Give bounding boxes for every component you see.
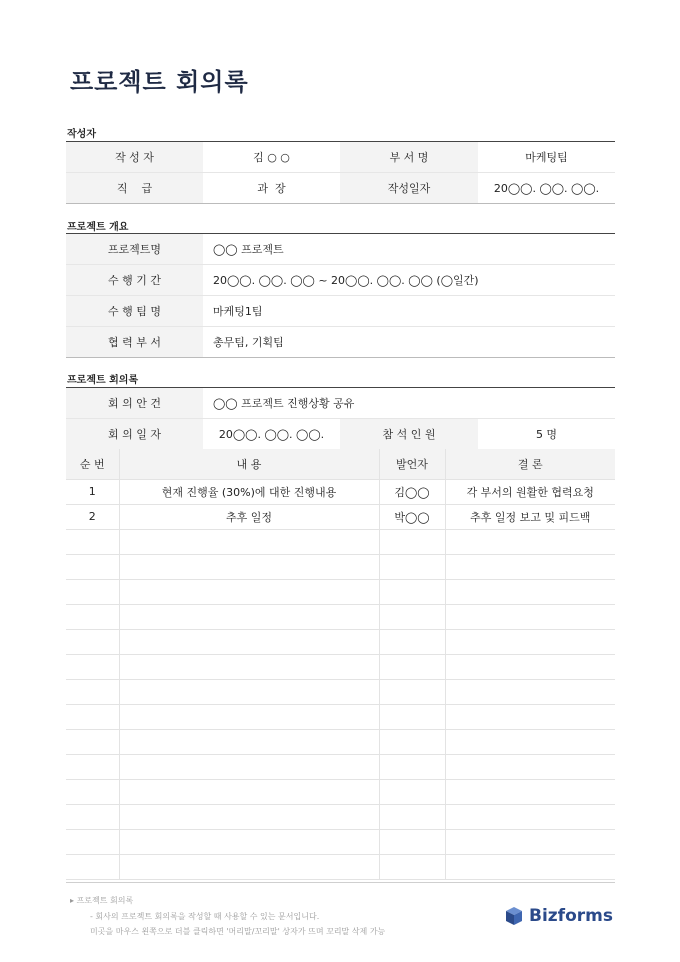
row-result-empty[interactable] — [445, 529, 615, 554]
row-content-empty[interactable] — [119, 779, 379, 804]
bizforms-logo-text: Bizforms — [529, 906, 613, 926]
header-result: 결 론 — [445, 449, 615, 479]
row-content-empty[interactable] — [119, 754, 379, 779]
row-no-empty[interactable] — [66, 529, 119, 554]
row-result-empty[interactable] — [445, 854, 615, 879]
row-content-empty[interactable] — [119, 854, 379, 879]
written-date-value[interactable]: 20◯◯. ◯◯. ◯◯. — [493, 181, 600, 195]
empty-table-row — [66, 679, 615, 704]
author-value[interactable]: 김 ○ ○ — [203, 142, 340, 173]
row-content-empty[interactable] — [119, 604, 379, 629]
overview-row — [66, 234, 615, 265]
empty-table-row — [66, 529, 615, 554]
author-row — [66, 173, 615, 204]
empty-table-row — [66, 654, 615, 679]
project-name-label: 프로젝트명 — [66, 234, 203, 265]
row-content-empty[interactable] — [119, 679, 379, 704]
empty-table-row — [66, 554, 615, 579]
empty-table-row — [66, 854, 615, 879]
attendees-label: 참 석 인 원 — [340, 419, 478, 450]
partner-label: 협 력 부 서 — [66, 327, 203, 358]
row-content-empty[interactable] — [119, 529, 379, 554]
empty-table-row — [66, 704, 615, 729]
meeting-date-row — [66, 419, 615, 450]
footer-description: - 회사의 프로젝트 회의록을 작성할 때 사용할 수 있는 문서입니다. — [90, 912, 320, 921]
row-no-empty[interactable] — [66, 579, 119, 604]
written-date-label: 작성일자 — [340, 173, 478, 204]
row-speaker-empty[interactable] — [379, 729, 445, 754]
row-no-empty[interactable] — [66, 654, 119, 679]
empty-table-row — [66, 729, 615, 754]
row-speaker-empty[interactable] — [379, 779, 445, 804]
row-speaker-empty[interactable] — [379, 654, 445, 679]
overview-row — [66, 327, 615, 358]
empty-table-row — [66, 629, 615, 654]
attendees-value[interactable]: 5 명 — [478, 419, 615, 450]
row-speaker-empty[interactable] — [379, 579, 445, 604]
row-result-empty[interactable] — [445, 729, 615, 754]
overview-row — [66, 296, 615, 327]
row-speaker-empty[interactable] — [379, 529, 445, 554]
row-speaker[interactable]: 박◯◯ — [379, 504, 445, 529]
table-row — [66, 479, 615, 504]
row-no-empty[interactable] — [66, 729, 119, 754]
row-result-empty[interactable] — [445, 754, 615, 779]
footer-title: ▸ 프로젝트 회의록 — [70, 896, 134, 905]
footer-divider — [66, 882, 615, 883]
row-result-empty[interactable] — [445, 604, 615, 629]
row-no-empty[interactable] — [66, 704, 119, 729]
meeting-date-value[interactable]: 20◯◯. ◯◯. ◯◯. — [203, 419, 340, 450]
department-label: 부 서 명 — [340, 142, 478, 173]
agenda-label: 회 의 안 건 — [66, 388, 203, 419]
bizforms-cube-icon — [504, 906, 524, 926]
position-value[interactable]: 과 장 — [257, 182, 286, 195]
empty-table-row — [66, 804, 615, 829]
row-result-empty[interactable] — [445, 704, 615, 729]
row-speaker-empty[interactable] — [379, 604, 445, 629]
position-label: 직 급 — [66, 173, 203, 204]
footer-hint: 미곳을 마우스 왼쪽으로 더블 클릭하면 '머리말/꼬리말' 상자가 뜨며 꼬리말 삭제 가능 — [90, 927, 386, 936]
row-speaker-empty[interactable] — [379, 554, 445, 579]
overview-row — [66, 265, 615, 296]
row-no-empty[interactable] — [66, 679, 119, 704]
overview-table — [66, 233, 615, 358]
row-speaker-empty[interactable] — [379, 829, 445, 854]
bizforms-logo — [504, 906, 613, 926]
project-name-value[interactable]: ◯◯ 프로젝트 — [203, 234, 615, 265]
row-result-empty[interactable] — [445, 579, 615, 604]
row-speaker-empty[interactable] — [379, 804, 445, 829]
row-result-empty[interactable] — [445, 779, 615, 804]
author-section-label: 작성자 — [67, 129, 96, 140]
header-speaker: 발언자 — [379, 449, 445, 479]
period-value[interactable]: 20◯◯. ◯◯. ◯◯ ~ 20◯◯. ◯◯. ◯◯ (◯일간) — [203, 265, 615, 296]
page-title: 프로젝트 회의록 — [70, 68, 249, 96]
row-speaker-empty[interactable] — [379, 854, 445, 879]
row-no-empty[interactable] — [66, 779, 119, 804]
department-value[interactable]: 마케팅팀 — [478, 142, 615, 173]
row-speaker-empty[interactable] — [379, 679, 445, 704]
partner-value[interactable]: 총무팀, 기획팀 — [213, 336, 284, 349]
row-no[interactable]: 1 — [66, 479, 119, 504]
minutes-list-table — [66, 449, 615, 880]
row-result-empty[interactable] — [445, 629, 615, 654]
row-speaker-empty[interactable] — [379, 704, 445, 729]
empty-table-row — [66, 604, 615, 629]
row-no[interactable]: 2 — [66, 504, 119, 529]
row-result-empty[interactable] — [445, 679, 615, 704]
minutes-section-label: 프로젝트 회의록 — [67, 375, 139, 386]
row-no-empty[interactable] — [66, 804, 119, 829]
row-content-empty[interactable] — [119, 729, 379, 754]
row-result-empty[interactable] — [445, 829, 615, 854]
row-content-empty[interactable] — [119, 554, 379, 579]
row-no-empty[interactable] — [66, 629, 119, 654]
row-speaker-empty[interactable] — [379, 754, 445, 779]
row-content-empty[interactable] — [119, 629, 379, 654]
period-label: 수 행 기 간 — [66, 265, 203, 296]
row-content-empty[interactable] — [119, 579, 379, 604]
row-speaker[interactable]: 김◯◯ — [379, 479, 445, 504]
agenda-row — [66, 388, 615, 419]
empty-table-row — [66, 579, 615, 604]
row-no-empty[interactable] — [66, 854, 119, 879]
row-speaker-empty[interactable] — [379, 629, 445, 654]
row-result[interactable]: 각 부서의 원활한 협력요청 — [445, 479, 615, 504]
overview-section-label: 프로젝트 개요 — [67, 222, 129, 233]
header-no: 순 번 — [66, 449, 119, 479]
row-result-empty[interactable] — [445, 554, 615, 579]
author-row — [66, 142, 615, 173]
row-content-empty[interactable] — [119, 654, 379, 679]
row-result-empty[interactable] — [445, 654, 615, 679]
meeting-date-label: 회 의 일 자 — [66, 419, 203, 450]
author-label: 작 성 자 — [66, 142, 203, 173]
table-row — [66, 504, 615, 529]
empty-table-row — [66, 829, 615, 854]
row-content[interactable]: 현재 진행율 (30%)에 대한 진행내용 — [119, 479, 379, 504]
row-result-empty[interactable] — [445, 804, 615, 829]
meeting-info-table — [66, 387, 615, 450]
row-no-empty[interactable] — [66, 554, 119, 579]
minutes-header-row — [66, 449, 615, 479]
empty-table-row — [66, 779, 615, 804]
empty-table-row — [66, 754, 615, 779]
team-label: 수 행 팀 명 — [66, 296, 203, 327]
row-no-empty[interactable] — [66, 754, 119, 779]
row-content-empty[interactable] — [119, 829, 379, 854]
team-value[interactable]: 마케팅1팀 — [203, 296, 615, 327]
author-table — [66, 141, 615, 204]
row-content[interactable]: 추후 일정 — [119, 504, 379, 529]
row-no-empty[interactable] — [66, 829, 119, 854]
row-content-empty[interactable] — [119, 704, 379, 729]
row-result[interactable]: 추후 일정 보고 및 피드백 — [445, 504, 615, 529]
agenda-value[interactable]: ◯◯ 프로젝트 진행상황 공유 — [203, 388, 615, 419]
row-content-empty[interactable] — [119, 804, 379, 829]
header-content: 내 용 — [119, 449, 379, 479]
row-no-empty[interactable] — [66, 604, 119, 629]
